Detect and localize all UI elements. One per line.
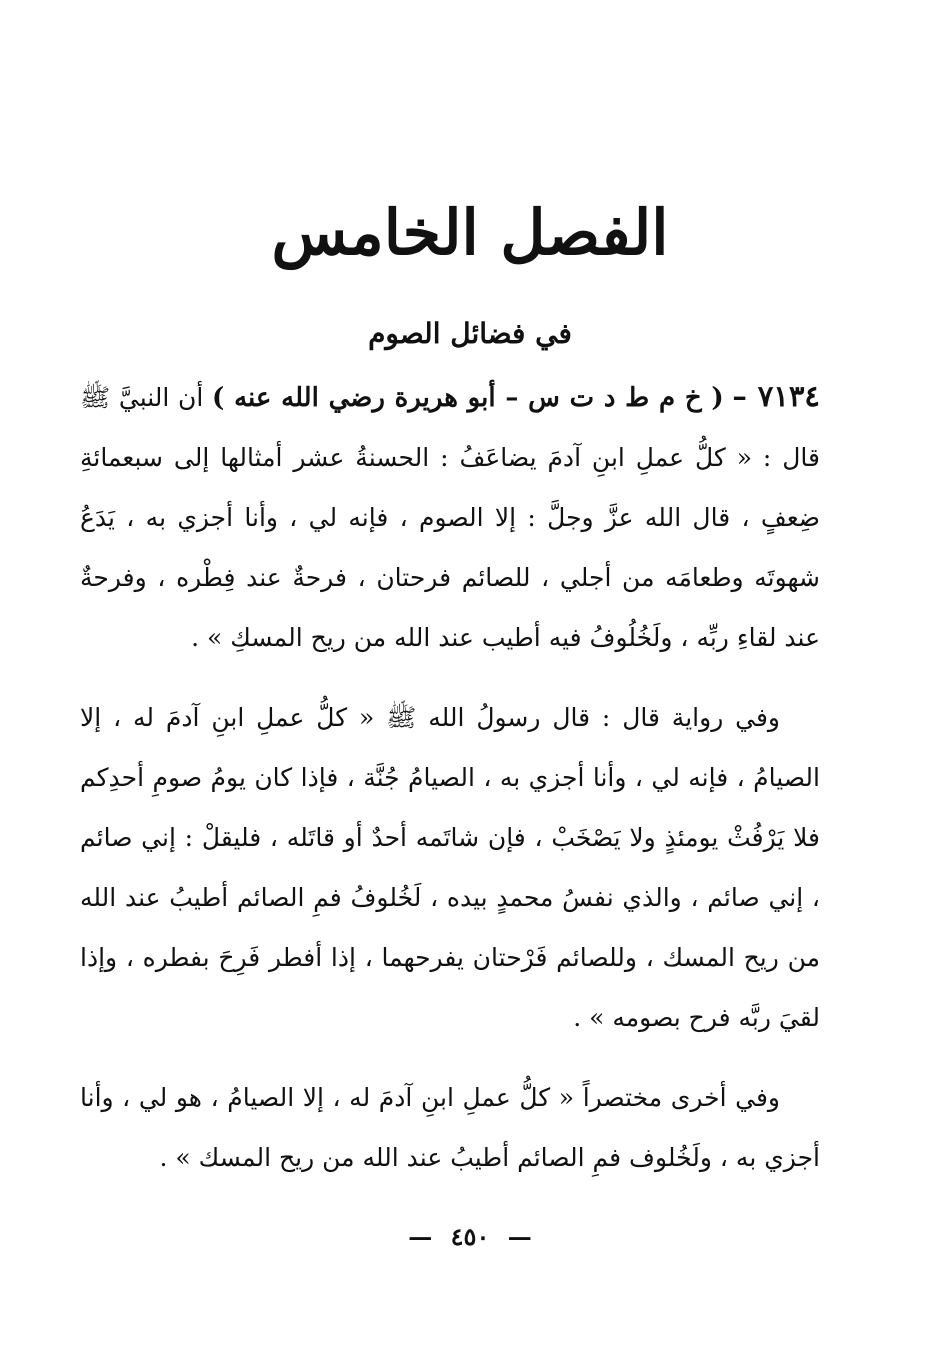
page-number-footer [0, 1222, 940, 1251]
hadith-text: أن النبيَّ ﷺ قال : « كلُّ عملِ ابنِ آدمَ يضاعَفُ : الحسنةُ عشر أمثالها إلى سبعمائةِ ضِعفٍ ، قال الله عزَّ وجلَّ : إلا الصوم ، فإنه لي ، وأنا أجزي به ، يَدَعُ شهوتَه وطعامَه من أجلي ، للصائم فرحتان ، فرحةٌ عند فِطْره ، وفرحةٌ عند لقاءِ ربِّه ، ولَخُلُوفُ فيه أطيب عند الله من ريح المسكِ » . [80, 383, 820, 652]
right-dash: — [507, 1222, 532, 1251]
body-text [80, 366, 820, 1208]
chapter-title: الفصل الخامس [271, 196, 669, 269]
riwaya-paragraph: وفي رواية قال : قال رسولُ الله ﷺ « كلُّ عملِ ابنِ آدمَ له ، إلا الصيامُ ، فإنه لي ، وأنا أجزي به ، الصيامُ جُنَّة ، فإذا كان يومُ صومِ أحدِكم فلا يَرْفُثْ يومئذٍ ولا يَصْخَبْ ، فإن شاتَمه أحدٌ أو قاتَله ، فليقلْ : إني صائم ، إني صائم ، والذي نفسُ محمدٍ بيده ، لَخُلوفُ فمِ الصائم أطيبُ عند الله من ريح المسك ، وللصائم فَرْحتان يفرحهما ، إذا أفطر فَرِحَ بفطره ، وإذا لقيَ ربَّه فرح بصومه » . [80, 703, 820, 1032]
section-subtitle: في فضائل الصوم [368, 317, 572, 350]
mukhtasar-paragraph: وفي أخرى مختصراً « كلُّ عملِ ابنِ آدمَ له ، إلا الصيامُ ، هو لي ، وأنا أجزي به ، ولَخُلوف فمِ الصائم أطيبُ عند الله من ريح المسك » . [80, 1083, 820, 1172]
left-dash: — [408, 1222, 433, 1251]
hadith-source: ( خ م ط د ت س – أبو هريرة رضي الله عنه ) [212, 383, 724, 413]
hadith-paragraph [80, 366, 820, 668]
hadith-number: ٧١٣٤ – [732, 379, 821, 413]
page-number: ٤٥٠ [450, 1222, 490, 1251]
